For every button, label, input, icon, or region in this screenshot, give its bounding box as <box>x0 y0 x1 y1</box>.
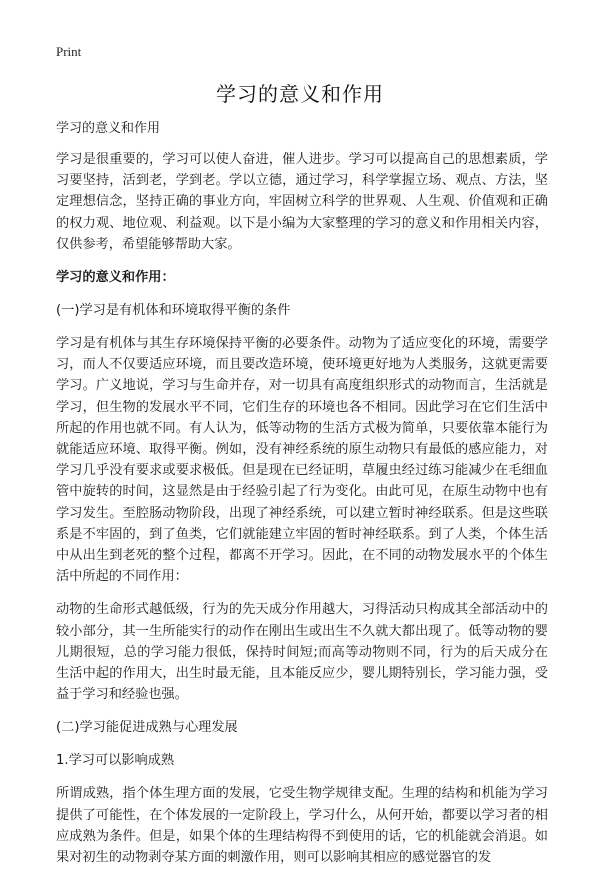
page-title: 学习的意义和作用 <box>216 82 384 106</box>
heading-maturity: (二)学习能促进成熟与心理发展 <box>56 720 238 736</box>
intro-paragraph: 学习是很重要的，学习可以使人奋进，催人进步。学习可以提高自己的思想素质，学习要坚持，活到老，学到老。学以立德，通过学习，科学掌握立场、观点、方法，坚定理想信念，坚持正确的事业方向，牢固树立科学的世界观、人生观、价值观和正确的权力观、地位观、利益观。以下是小编为大家整理的学习的意义和作用相关内容，仅供参考，希望能够帮助大家。 <box>56 152 548 252</box>
section-title: 学习的意义和作用： <box>56 270 175 286</box>
document-subtitle: 学习的意义和作用 <box>56 121 161 136</box>
paragraph-instinct: 动物的生命形式越低级，行为的先天成分作用越大，习得活动只构成其全部活动中的较小部分，其一生所能实行的动作在刚出生或出生不久就大都出现了。低等动物的婴儿期很短，总的学习能力很低，保持时间短;而高等动物则不同，行为的后天成分在生活中起的作用大，出生时最无能，且本能反应少，婴儿期特别长，学习能力强，受益于学习和经验也强。 <box>56 602 548 703</box>
subheading-maturity: 1.学习可以影响成熟 <box>56 753 175 769</box>
heading-balance: (一)学习是有机体和环境取得平衡的条件 <box>56 303 291 319</box>
document-body <box>56 118 548 880</box>
print-label: Print <box>56 44 82 59</box>
paragraph-maturity: 所谓成熟，指个体生理方面的发展，它受生物学规律支配。生理的结构和机能为学习提供了可能性，在个体发展的一定阶段上，学习什么，从何开始，都要以学习者的相应成熟为条件。但是，如果个体的生理结构得不到使用的话，它的机能就会消退。如果对初生的动物剥夺某方面的刺激作用，则可以影响其相应的感觉器官的发 <box>56 786 548 866</box>
paragraph-balance: 学习是有机体与其生存环境保持平衡的必要条件。动物为了适应变化的环境，需要学习，而人不仅要适应环境，而且要改造环境，使环境更好地为人类服务，这就更需要学习。广义地说，学习与生命并存，对一切具有高度组织形式的动物而言，生活就是学习，但生物的发展水平不同，它们生存的环境也各不相同。因此学习在它们生活中所起的作用也就不同。有人认为，低等动物的生活方式极为简单，只要依靠本能行为就能适应环境、取得平衡。例如，没有神经系统的原生动物只有最低的感应能力，对学习几乎没有要求或要求极低。但是现在已经证明，草履虫经过练习能减少在毛细血管中旋转的时间，这显然是由于经验引起了行为变化。由此可见，在原生动物中也有学习发生。至腔肠动物阶段，出现了神经系统，可以建立暂时神经联系。但是这些联系是不牢固的，到了鱼类，它们就能建立牢固的暂时神经联系。到了人类，个体生活中从出生到老死的整个过程，都离不开学习。因此，在不同的动物发展水平的个体生活中所起的不同作用： <box>56 336 548 585</box>
